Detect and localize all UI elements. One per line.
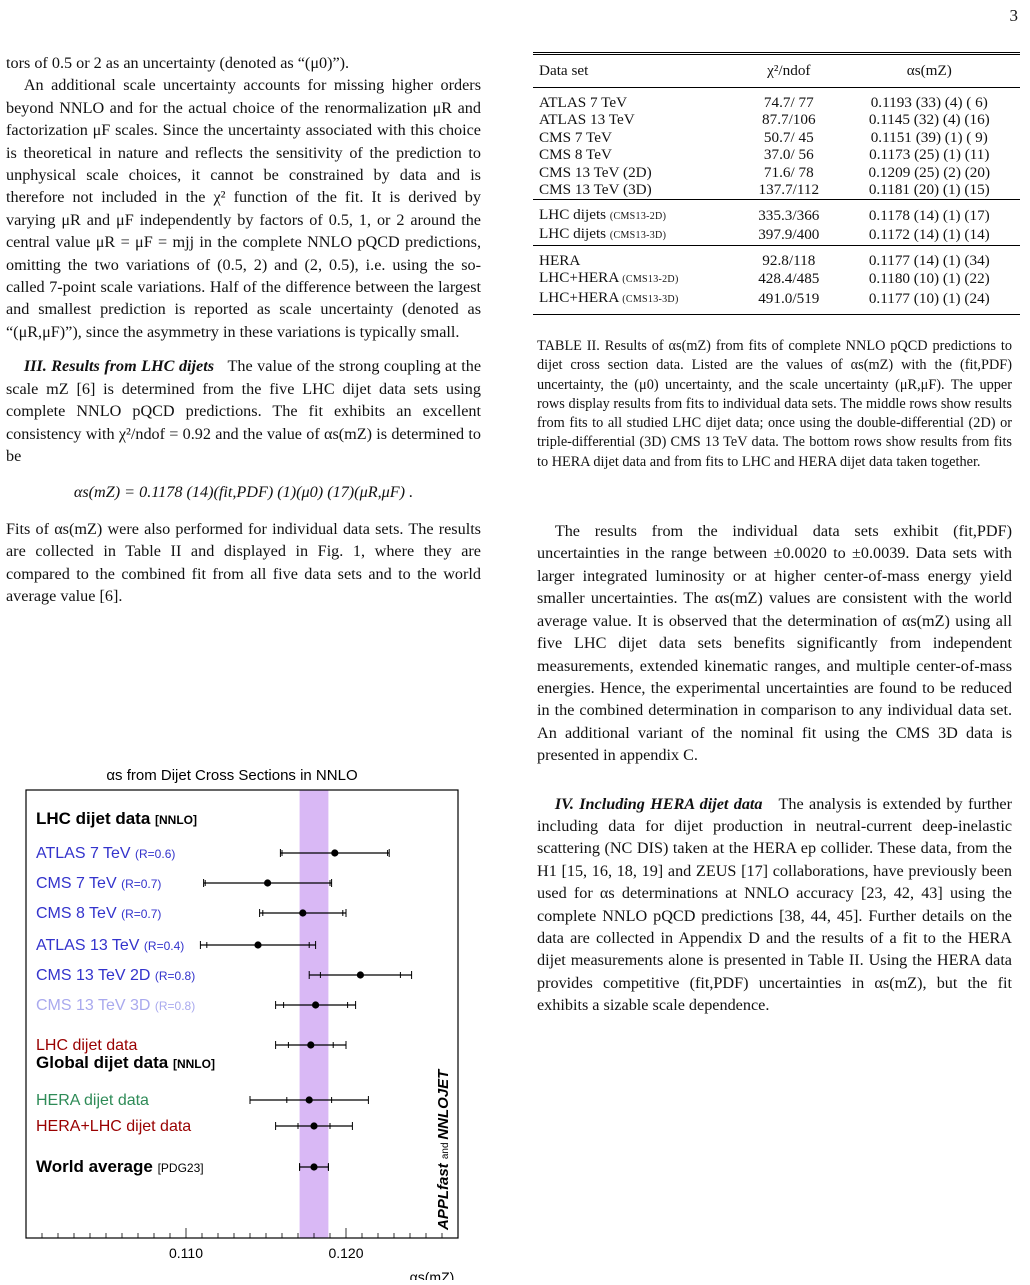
point-label-text: LHC dijet data: [36, 1037, 138, 1054]
group-header: [36, 1053, 215, 1072]
point-label-sub: (R=0.7): [121, 877, 162, 891]
point-label: [36, 1157, 204, 1176]
x-tick-label: 0.110: [169, 1245, 203, 1261]
table-row: [533, 111, 1020, 129]
table-row: [533, 181, 1020, 199]
cell-variant: (CMS13-3D): [609, 230, 667, 241]
figure-svg: [20, 760, 480, 1280]
table-row: [533, 269, 1020, 289]
point-label: [36, 1118, 191, 1135]
section-3: [6, 355, 481, 467]
table-caption: TABLE II. Results of αs(mZ) from fits of complete NNLO pQCD predictions to dijet cross section data. Listed are the values of αs(mZ) with the (fit,PDF) uncertainty, the (μ0) uncertainty, and the scale uncertainty (μR,μF). The upper rows display results from fits to individual data sets. The middle rows show results from fits to all studied LHC dijet data; once using the double-differential (2D) or triple-differential (3D) CMS 13 TeV data. The bottom rows show results from fits to HERA dijet data and from fits to LHC and HERA dijet data taken together.: [537, 338, 1012, 470]
side-label-2: NNLOJET: [435, 1069, 452, 1140]
section-3-title: III. Results from LHC dijets: [23, 357, 215, 376]
data-point: [299, 909, 306, 916]
cell-alphas: 0.1172 (14) (1) (14): [868, 226, 990, 243]
x-tick-label: 0.120: [328, 1245, 364, 1261]
section-4-title: IV. Including HERA dijet data: [554, 794, 763, 813]
point-label: [36, 1092, 149, 1109]
cell-dataset: ATLAS 7 TeV: [539, 93, 628, 111]
point-label-text: CMS 13 TeV 3D: [36, 997, 155, 1014]
point-label-text: World average: [36, 1157, 158, 1176]
cell-alphas: 0.1209 (25) (2) (20): [868, 163, 991, 181]
cell-chi2: 71.6/ 78: [763, 163, 814, 181]
group-header-label: LHC dijet data: [36, 809, 156, 828]
figure-title: αs from Dijet Cross Sections in NNLO: [106, 767, 358, 784]
cell-alphas: 0.1181 (20) (1) (15): [868, 181, 990, 198]
cell-dataset: HERA: [533, 245, 739, 269]
cell-chi2: 491.0/519: [739, 289, 838, 315]
data-point: [312, 1001, 319, 1008]
data-point: [310, 1122, 317, 1129]
table-row: [533, 245, 1020, 269]
figure-1: [20, 760, 480, 1280]
point-label: [36, 845, 175, 862]
data-point: [357, 971, 364, 978]
cell-dataset: LHC+HERA (CMS13-2D): [539, 269, 679, 286]
point-label-text: HERA+LHC dijet data: [36, 1118, 192, 1135]
cell-chi2: 397.9/400: [758, 226, 820, 243]
cell-dataset: CMS 13 TeV (2D): [539, 163, 652, 181]
table-row: [533, 87, 1020, 111]
cell-dataset: LHC+HERA (CMS13-3D): [533, 289, 739, 315]
table-row: [533, 164, 1020, 182]
cell-alphas: 0.1180 (10) (1) (22): [868, 270, 990, 287]
point-label-text: ATLAS 7 TeV: [36, 845, 136, 862]
point-label-text: CMS 13 TeV 2D: [36, 967, 155, 984]
table-row: [533, 129, 1020, 147]
paragraph-continuation: tors of 0.5 or 2 as an uncertainty (denoted as “(μ0)”).: [6, 54, 350, 72]
paragraph-results: The results from the individual data sets exhibit (fit,PDF) uncertainties in the range between ±0.0020 to ±0.0039. Data sets with larger integrated luminosity or at higher center-of-mass energy yield smaller uncertainties. The αs(mZ) values are consistent with the world average value. It is observed that the determination of αs(mZ) using all five LHC dijet data sets benefits significantly from independent measurements, extended kinematic ranges, and multiple center-of-mass energies. Hence, the experimental uncertainties are found to be reduced in the combined determination in comparison to any individual data set. An additional variant of the nominal fit using the CMS 3D data is presented in appendix C.: [537, 522, 1012, 765]
header-alphas: αs(mZ): [839, 55, 1020, 87]
point-label-sub: (R=0.6): [135, 847, 176, 861]
cell-chi2: 335.3/366: [739, 199, 838, 225]
cell-chi2: 74.7/ 77: [763, 93, 814, 111]
data-point: [264, 879, 271, 886]
left-column: [6, 52, 481, 607]
cell-alphas: 0.1177 (14) (1) (34): [839, 245, 1020, 269]
world-average-band: [300, 790, 329, 1238]
cell-alphas: 0.1193 (33) (4) ( 6): [870, 93, 988, 111]
section-4-text: The analysis is extended by further including data for dijet production in neutral-current deep-inelastic scattering (NC DIS) taken at the HERA ep collider. These data, from the H1 [15, 16, 18, 19] and ZEUS [17] collaborations, have previously been used for αs determinations at NNLO accuracy [23, 42, 43] using the complete NNLO pQCD predictions [38, 44, 45]. Further details on the data are collected in Appendix D and the results of a fit to the HERA dijet measurements alone is presented in Table II. Using the HERA data provides competitive (fit,PDF) uncertainties in αs(mZ), but the fit exhibits a sizable scale dependence.: [537, 794, 1012, 1015]
data-point: [306, 1096, 313, 1103]
point-label-text: HERA dijet data: [36, 1092, 149, 1109]
cell-variant: (CMS13-2D): [609, 210, 667, 222]
cell-dataset: CMS 7 TeV: [539, 128, 612, 146]
paragraph-individual-fits: Fits of αs(mZ) were also performed for individual data sets. The results are collected in Table II and displayed in Fig. 1, where they are compared to the combined fit from all five data sets and to the world average value [6].: [6, 519, 481, 605]
point-label: [36, 937, 184, 954]
cell-chi2: 92.8/118: [739, 245, 838, 269]
point-label: [36, 967, 195, 984]
data-point: [307, 1041, 314, 1048]
cell-chi2: 50.7/ 45: [763, 128, 814, 146]
table-row: [533, 289, 1020, 315]
point-label-sub: (R=0.7): [121, 907, 162, 921]
point-label: [36, 997, 195, 1014]
table-row: [533, 146, 1020, 164]
cell-dataset: CMS 8 TeV: [539, 146, 612, 163]
group-header-label: Global dijet data: [36, 1053, 173, 1072]
side-label: [435, 1068, 452, 1231]
cell-dataset: LHC dijets (CMS13-2D): [533, 199, 739, 225]
paragraph-scale-uncertainty: An additional scale uncertainty accounts for missing higher orders beyond NNLO and for the actual choice of the renormalization μR and factorization μF scales. Since the uncertainty associated with this choice is theoretical in nature and reflects the sensitivity of the prediction to unphysical scale choices, it cannot be constrained by data and is therefore not included in the χ² function of the fit. It is derived by varying μR and μF independently by factors of 0.5, 1, or 2 around the central value μR = μF = mjj in the complete NNLO pQCD predictions, omitting the two variations of (0.5, 2) and (2, 0.5), i.e. using the so-called 7-point scale variations. Half of the difference between the largest and smallest prediction is reported as scale uncertainty (denoted as “(μR,μF)”), since the asymmetry in these variations is typically small.: [6, 76, 481, 341]
cell-variant: (CMS13-3D): [622, 293, 679, 305]
header-chi2: χ²/ndof: [739, 55, 838, 87]
table-row: [533, 199, 1020, 225]
point-label-sub: (R=0.8): [154, 969, 196, 983]
results-table: [533, 52, 1020, 315]
page-number: 3: [1009, 6, 1018, 25]
group-header-tag: [NNLO]: [172, 1057, 215, 1071]
section-4: [537, 793, 1012, 1017]
point-label: [36, 1037, 137, 1054]
table-row: [533, 225, 1020, 245]
data-point: [254, 941, 261, 948]
equation-alpha-s: αs(mZ) = 0.1178 (14)(fit,PDF) (1)(μ0) (17)(μR,μF) .: [73, 483, 414, 502]
data-point: [310, 1163, 317, 1170]
cell-alphas: 0.1173 (25) (1) (11): [869, 146, 990, 163]
cell-alphas: 0.1177 (10) (1) (24): [839, 289, 1020, 315]
cell-chi2: 87.7/106: [762, 111, 816, 128]
point-label-sub: [PDG23]: [157, 1161, 204, 1175]
point-label: [36, 905, 161, 922]
cell-alphas: 0.1178 (14) (1) (17): [839, 199, 1020, 225]
cell-alphas: 0.1145 (32) (4) (16): [868, 111, 990, 128]
point-label-text: CMS 7 TeV: [36, 875, 122, 892]
cell-dataset: LHC dijets (CMS13-3D): [539, 225, 667, 242]
cell-alphas: 0.1151 (39) (1) ( 9): [870, 128, 988, 146]
cell-variant: (CMS13-2D): [622, 274, 679, 285]
point-label-sub: (R=0.4): [143, 939, 185, 953]
data-point: [331, 849, 338, 856]
point-label: [36, 875, 161, 892]
cell-chi2: 137.7/112: [758, 181, 820, 198]
group-header-tag: [NNLO]: [155, 813, 198, 827]
side-label-and: and: [440, 1139, 451, 1160]
point-label-text: ATLAS 13 TeV: [36, 937, 144, 954]
right-column: [537, 52, 1012, 1017]
point-label-text: CMS 8 TeV: [36, 905, 122, 922]
cell-dataset: CMS 13 TeV (3D): [539, 181, 652, 198]
cell-dataset: ATLAS 13 TeV: [539, 111, 635, 128]
cell-chi2: 428.4/485: [758, 270, 820, 287]
side-label-1: APPLfast: [435, 1159, 452, 1230]
header-dataset: Data set: [533, 55, 739, 87]
group-header: [36, 809, 197, 828]
x-axis-label: αs(mZ): [409, 1269, 455, 1280]
section-3-text: The value of the strong coupling at the scale mZ [6] is determined from the five LHC dijet data sets using complete NNLO pQCD predictions. The fit exhibits an excellent consistency with χ²/ndof = 0.92 and the value of αs(mZ) is determined to be: [6, 357, 482, 465]
cell-chi2: 37.0/ 56: [763, 146, 814, 163]
point-label-sub: (R=0.8): [154, 999, 196, 1013]
